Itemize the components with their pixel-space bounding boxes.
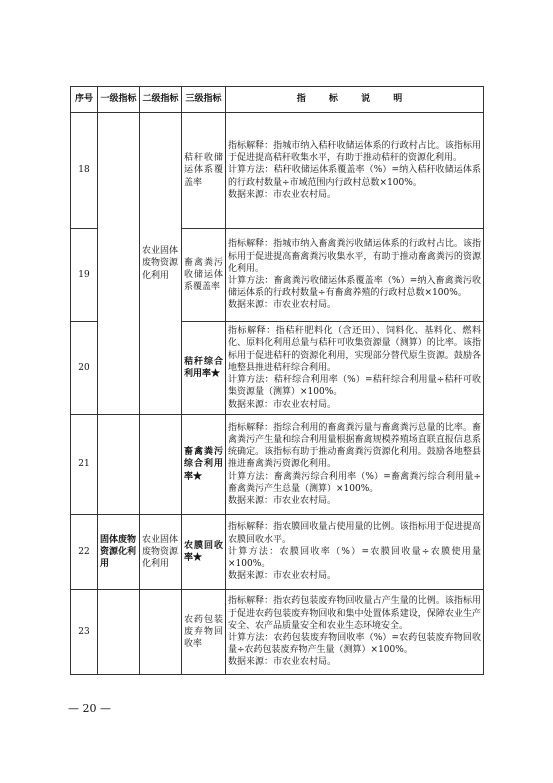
level3-cell: 秸秆综合利用率★	[182, 322, 226, 415]
desc-cell	[226, 113, 484, 229]
level1-cell-empty	[98, 415, 140, 515]
level2-cell-empty	[140, 590, 182, 675]
desc-cell	[226, 322, 484, 415]
row-no: 22	[71, 515, 98, 590]
level1-cell-empty	[98, 590, 140, 675]
desc-method: 计算方法：农药包装废弃物回收率（%）=农药包装废弃物回收量÷农药包装废弃物产生量（测算）×100%。	[228, 633, 481, 656]
desc-cell	[226, 515, 484, 590]
desc-explain: 指标解释：指城市纳入畜禽粪污收储运体系的行政村占比。该指标用于促进提高畜禽粪污收集水平，有助于推动畜禽粪污的资源化利用。	[228, 239, 481, 274]
page-number: — 20 —	[68, 702, 111, 715]
row-no: 23	[71, 590, 98, 675]
desc-source: 数据来源：市农业农村局。	[228, 496, 337, 506]
desc-explain: 指标解释：指农药包装废弃物回收量占产生量的比例。该指标用于促进农药包装废弃物回收和集中处置体系建设，保障农业生产安全、农产品质量安全和农业生态环境安全。	[228, 596, 481, 631]
level2-cell: 农业固体废物资源化利用	[140, 515, 182, 590]
indicator-table	[70, 86, 484, 675]
level3-cell: 畜禽粪污综合利用率★	[182, 415, 226, 515]
level3-cell: 农药包装废弃物回收率	[182, 590, 226, 675]
level1-cell	[98, 113, 140, 415]
header-desc: 指 标 说 明	[226, 87, 484, 113]
desc-source: 数据来源：市农业农村局。	[228, 399, 337, 410]
desc-method: 计算方法：畜禽粪污收储运体系覆盖率（%）=纳入畜禽粪污收储运体系的行政村数量÷有畜禽养殖的行政村总数×100%。	[228, 276, 481, 299]
level3-cell: 秸秆收储运体系覆盖率	[182, 113, 226, 229]
desc-source: 数据来源：市农业农村局。	[228, 189, 337, 200]
row-no: 19	[71, 229, 98, 322]
level1-cell: 固体废物资源化利用	[98, 515, 140, 590]
table-row	[71, 113, 484, 229]
desc-explain: 指标解释：指秸秆肥料化（含还田）、饲料化、基料化、燃料化、原料化利用总量与秸秆可收集资源量（测算）的比率。该指标用于促进秸秆的资源化利用，实现部分替代原生资源。鼓励各地整县推进秸秆综合利用。	[228, 326, 481, 373]
desc-source: 数据来源：市农业农村局。	[228, 657, 337, 668]
level3-cell: 农膜回收率★	[182, 515, 226, 590]
desc-method: 计算方法：秸秆综合利用率（%）=秸秆综合利用量÷秸秆可收集资源量（测算）×100%。	[228, 375, 481, 398]
desc-cell	[226, 590, 484, 675]
header-level2: 二级指标	[140, 87, 182, 113]
desc-explain: 指标解释：指农膜回收量占使用量的比例。该指标用于促进提高农膜回收水平。	[228, 522, 481, 545]
level3-cell: 畜禽粪污收储运体系覆盖率	[182, 229, 226, 322]
row-no: 18	[71, 113, 98, 229]
desc-explain: 指标解释：指综合利用的畜禽粪污量与畜禽粪污总量的比率。畜禽粪污产生量和综合利用量根据畜禽规模养殖场直联直报信息系统确定。该指标有助于推动畜禽粪污资源化利用。鼓励各地整县推进畜禽粪污资源化利用。	[228, 422, 481, 470]
desc-cell	[226, 229, 484, 322]
row-no: 20	[71, 322, 98, 415]
desc-source: 数据来源：市农业农村局。	[228, 571, 337, 582]
table-row	[71, 415, 484, 515]
desc-source: 数据来源：市农业农村局。	[228, 300, 337, 311]
desc-explain: 指标解释：指城市纳入秸秆收储运体系的行政村占比。该指标用于促进提高秸秆收集水平，有助于推动秸秆的资源化利用。	[228, 140, 481, 164]
desc-method: 计算方法：农膜回收率（%）=农膜回收量÷农膜使用量×100%。	[228, 546, 481, 570]
table-row	[71, 590, 484, 675]
level2-cell-empty	[140, 415, 182, 515]
level2-cell: 农业固体废物资源化利用	[140, 113, 182, 415]
header-level3: 三级指标	[182, 87, 226, 113]
desc-method: 计算方法：秸秆收储运体系覆盖率（%）=纳入秸秆收储运体系的行政村数量÷市域范围内行政村总数×100%。	[228, 165, 481, 188]
desc-cell	[226, 415, 484, 515]
header-level1: 一级指标	[98, 87, 140, 113]
table-row	[71, 515, 484, 590]
table-header-row	[71, 87, 484, 113]
header-no: 序号	[71, 87, 98, 113]
desc-method: 计算方法：畜禽粪污综合利用率（%）=畜禽粪污综合利用量÷畜禽粪污产生总量（测算）×100%。	[228, 471, 481, 494]
row-no: 21	[71, 415, 98, 515]
